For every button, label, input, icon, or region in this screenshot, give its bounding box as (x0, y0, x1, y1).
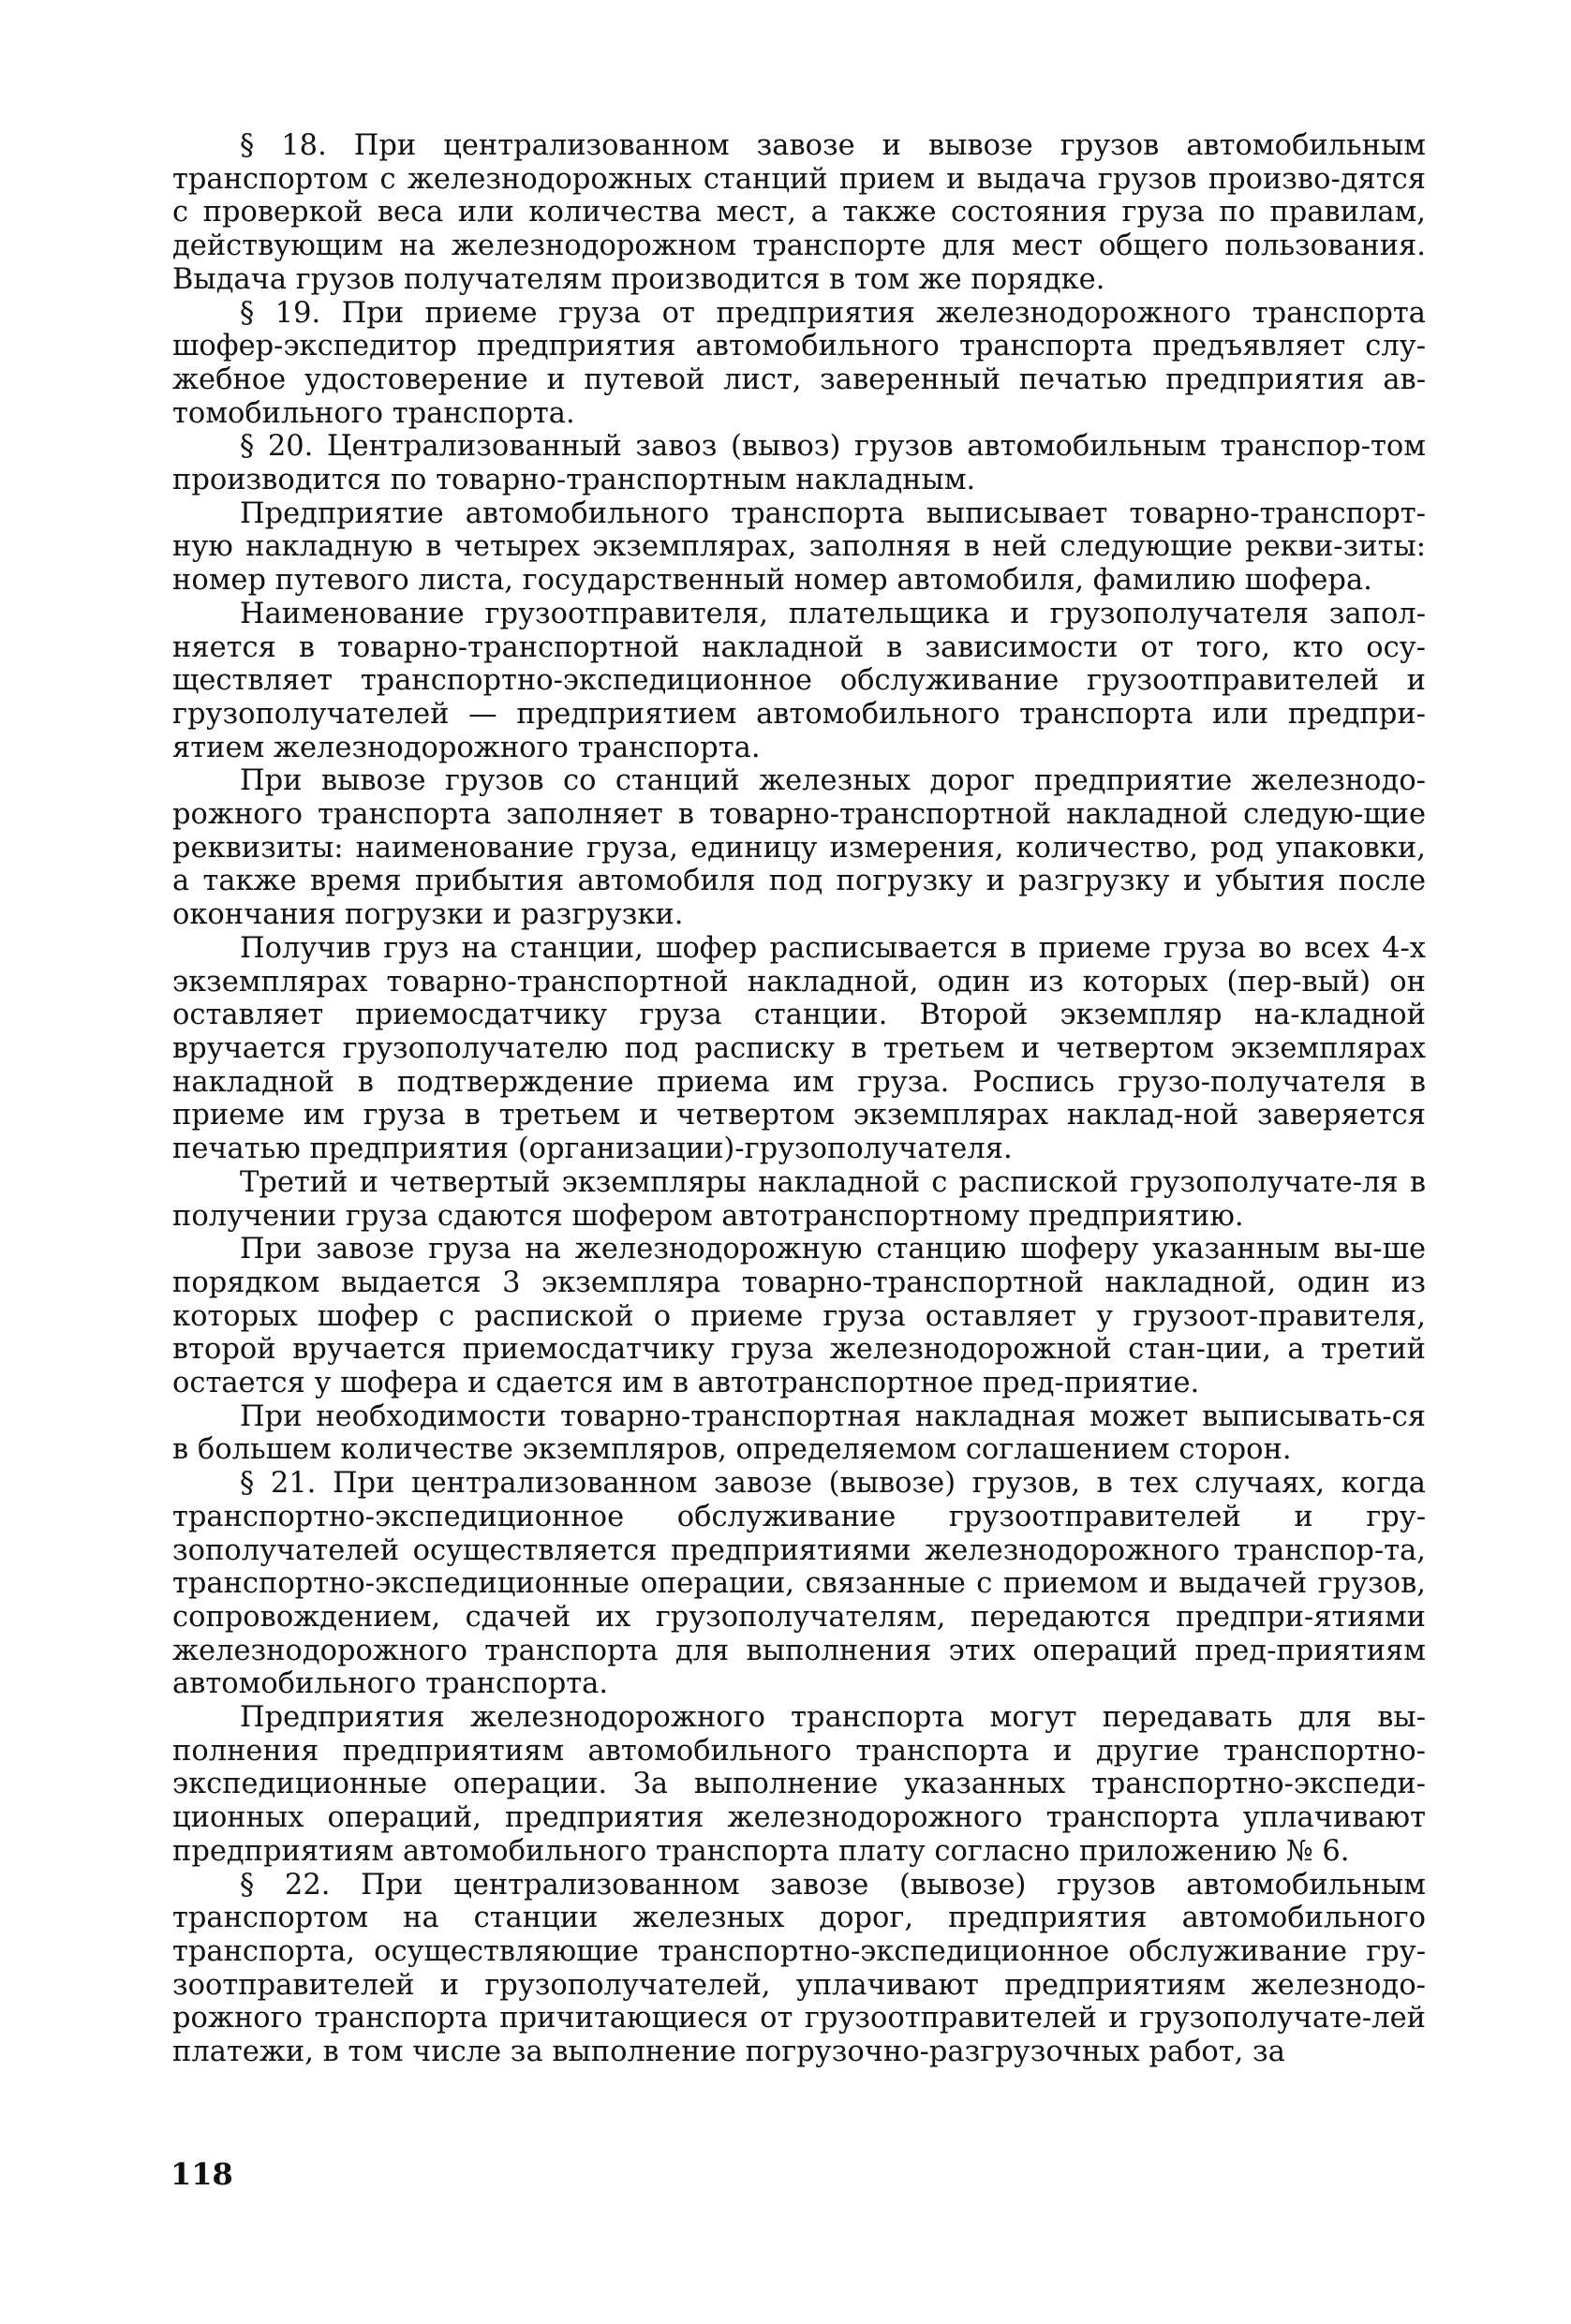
paragraph-section-20: § 20. Централизованный завоз (вывоз) грузов автомобильным транспор-том производится по товарно-транспортным накладным. (172, 430, 1426, 497)
paragraph-driver-signature: Получив груз на станции, шофер расписывается в приеме груза во всех 4-х экземплярах товарно-транспортной накладной, один из которых (пер-вый) он оставляет приемосдатчику груза станции. Второй экземпляр на-кладной вручается грузополучателю под расписку в третьем и четвертом экземплярах накладной в подтверждение приема им груза. Роспись грузо-получателя в приеме им груза в третьем и четвертом экземплярах наклад-ной заверяется печатью предприятия (организации)-грузополучателя. (172, 931, 1426, 1166)
paragraph-third-fourth-copies: Третий и четвертый экземпляры накладной с распиской грузополучате-ля в получении груза сдаются шофером автотранспортному предприятию. (172, 1165, 1426, 1233)
paragraph-section-21: § 21. При централизованном завозе (вывозе) грузов, в тех случаях, когда транспортно-экспедиционное обслуживание грузоотправителей и гру-зополучателей осуществляется предприятиями железнодорожного транспор-та, транспортно-экспедиционные операции, связанные с приемом и выдачей грузов, сопровождением, сдачей их грузополучателям, передаются предпри-ятиями железнодорожного транспорта для выполнения этих операций пред-приятиям автомобильного транспорта. (172, 1467, 1426, 1701)
page-number: 118 (170, 2156, 233, 2192)
paragraph-other-operations: Предприятия железнодорожного транспорта могут передавать для вы-полнения предприятиям автомобильного транспорта и другие транспортно-экспедиционные операции. За выполнение указанных транспортно-экспеди-ционных операций, предприятия железнодорожного транспорта уплачивают предприятиям автомобильного транспорта плату согласно приложению № 6. (172, 1701, 1426, 1868)
paragraph-section-18: § 18. При централизованном завозе и вывозе грузов автомобильным транспортом с железнодорожных станций прием и выдача грузов произво-дятся с проверкой веса или количества мест, а также состояния груза по правилам, действующим на железнодорожном транспорте для мест общего пользования. Выдача грузов получателям производится в том же порядке. (172, 129, 1426, 296)
paragraph-shipper-names: Наименование грузоотправителя, плательщика и грузополучателя запол-няется в товарно-транспортной накладной в зависимости от того, кто осу-ществляет транспортно-экспедиционное обслуживание грузоотправителей и грузополучателей — предприятием автомобильного транспорта или предпри-ятием железнодорожного транспорта. (172, 597, 1426, 764)
paragraph-section-19: § 19. При приеме груза от предприятия железнодорожного транспорта шофер-экспедитор предприятия автомобильного транспорта предъявляет слу-жебное удостоверение и путевой лист, заверенный печатью предприятия ав-томобильного транспорта. (172, 296, 1426, 430)
paragraph-station-export: При вывозе грузов со станций железных дорог предприятие железнодо-рожного транспорта заполняет в товарно-транспортной накладной следую-щие реквизиты: наименование груза, единицу измерения, количество, род упаковки, а также время прибытия автомобиля под погрузку и разгрузку и убытия после окончания погрузки и разгрузки. (172, 764, 1426, 932)
paragraph-extra-copies: При необходимости товарно-транспортная накладная может выписывать-ся в большем количестве экземпляров, определяемом соглашением сторон. (172, 1399, 1426, 1467)
paragraph-section-22: § 22. При централизованном завозе (вывозе) грузов автомобильным транспортом на станции железных дорог, предприятия автомобильного транспорта, осуществляющие транспортно-экспедиционное обслуживание гру-зоотправителей и грузополучателей, уплачивают предприятиям железнодо-рожного транспорта причитающиеся от грузоотправителей и грузополучате-лей платежи, в том числе за выполнение погрузочно-разгрузочных работ, за (172, 1868, 1426, 2069)
paragraph-waybill-issue: Предприятие автомобильного транспорта выписывает товарно-транспорт-ную накладную в четырех экземплярах, заполняя в ней следующие рекви-зиты: номер путевого листа, государственный номер автомобиля, фамилию шофера. (172, 496, 1426, 598)
page-body (172, 129, 1426, 2069)
paragraph-station-delivery: При завозе груза на железнодорожную станцию шоферу указанным вы-ше порядком выдается 3 экземпляра товарно-транспортной накладной, один из которых шофер с распиской о приеме груза оставляет у грузоот-правителя, второй вручается приемосдатчику груза железнодорожной стан-ции, а третий остается у шофера и сдается им в автотранспортное пред-приятие. (172, 1233, 1426, 1400)
